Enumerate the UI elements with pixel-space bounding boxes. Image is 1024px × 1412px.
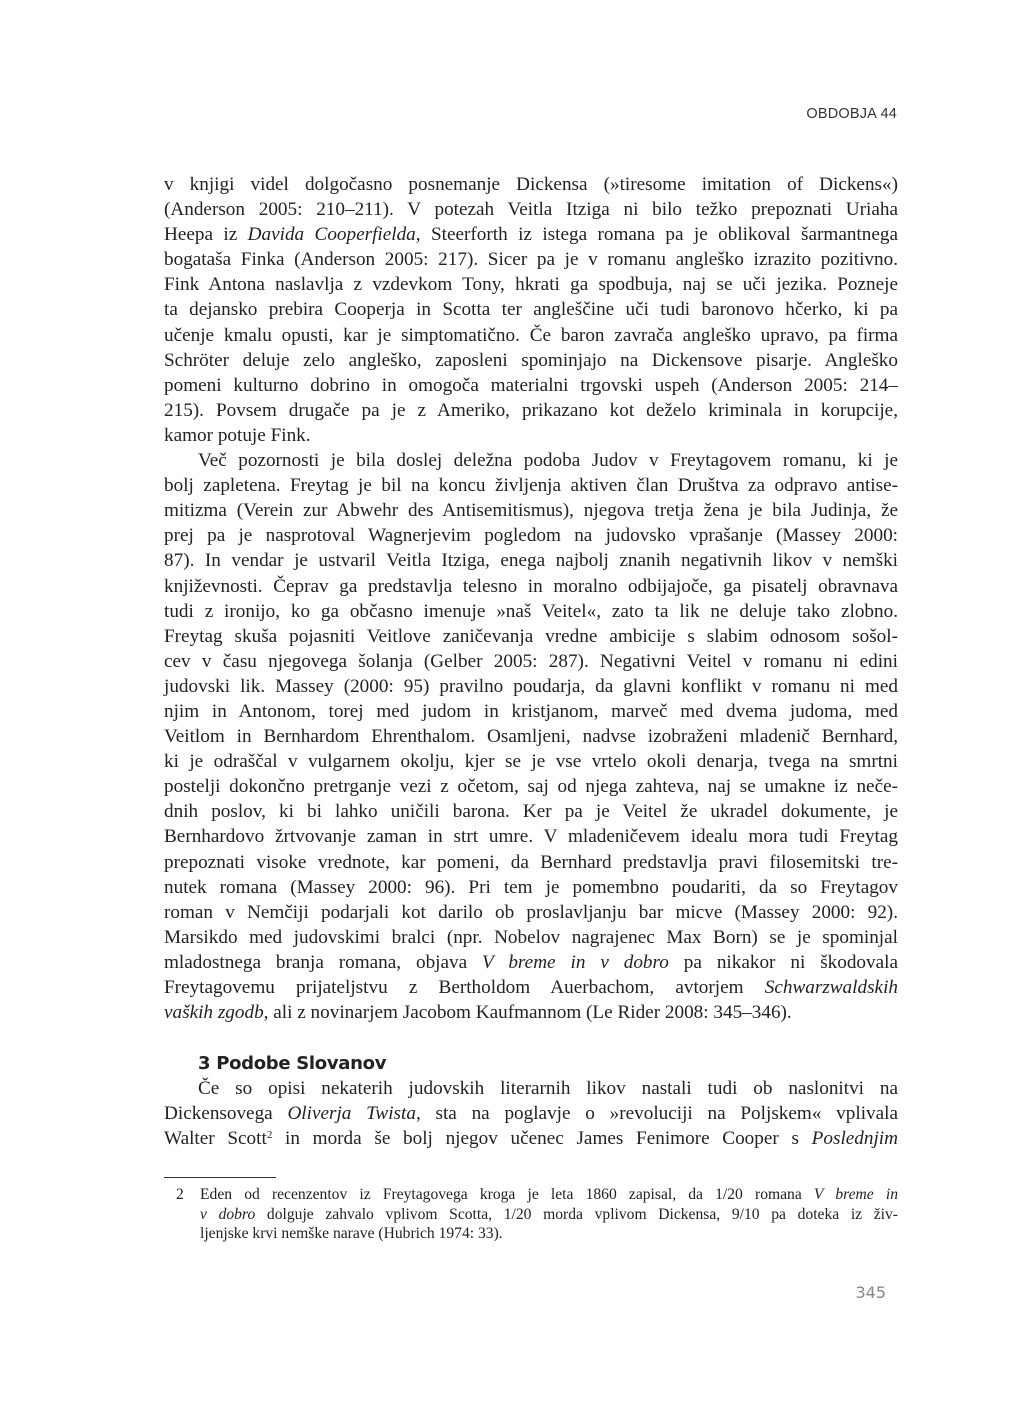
text-line: mladostnega branja romana, objava V breme in v dobro pa nikakor ni škodovala [164, 951, 898, 973]
body-text [164, 172, 898, 1151]
text-line: pomeni kulturno dobrino in omogoča materialni trgovski uspeh (Anderson 2005: 214– [164, 374, 898, 396]
footnote-separator [164, 1177, 276, 1178]
text-line: ljenjske krvi nemške narave (Hubrich 1974: 33). [200, 1225, 503, 1243]
italic-title: v dobro [200, 1205, 256, 1223]
italic-title: Oliverja Twista [287, 1103, 416, 1125]
text-line: roman v Nemčiji podarjali kot darilo ob proslavljanju bar micve (Massey 2000: 92). [164, 901, 898, 923]
text-line: Fink Antona naslavlja z vzdevkom Tony, hkrati ga spodbuja, naj se uči jezika. Pozneje [164, 274, 898, 296]
text-line: Marsikdo med judovskimi bralci (npr. Nobelov nagrajenec Max Born) se je spominjal [164, 926, 898, 948]
italic-title: vaških zgodb [164, 1002, 264, 1024]
text-line: Heepa iz Davida Cooperfielda, Steerforth iz istega romana pa je oblikoval šarmantnega [164, 224, 898, 246]
italic-title: Poslednjim [811, 1128, 898, 1150]
text-line: (Anderson 2005: 210–211). V potezah Veitla Itziga ni bilo težko prepoznati Uriaha [164, 199, 898, 221]
text-line: v knjigi videl dolgočasno posnemanje Dickensa (»tiresome imitation of Dickens«) [164, 174, 898, 195]
text-line: dnih poslov, ki bi lahko uničili barona. Ker pa je Veitel že ukradel dokumente, je [164, 801, 898, 823]
text-line: njim in Antonom, torej med judom in kristjanom, marveč med dvema judoma, med [164, 700, 898, 722]
text-line: cev v času njegovega šolanja (Gelber 2005: 287). Negativni Veitel v romanu ni edini [164, 650, 898, 672]
text-line: Če so opisi nekaterih judovskih literarnih likov nastali tudi ob naslonitvi na [198, 1078, 898, 1100]
text-line: Freytagovemu prijateljstvu z Bertholdom Auerbachom, avtorjem Schwarzwaldskih [164, 977, 898, 998]
section-heading: 3 Podobe Slovanov [198, 1053, 387, 1075]
text-line: kamor potuje Fink. [164, 424, 311, 446]
text-line: književnosti. Čeprav ga predstavlja telesno in moralno odbijajoče, ga pisatelj obravnava [164, 575, 898, 597]
text-line: Bernhardovo žrtvovanje zaman in strt umre. V mladeničevem idealu mora tudi Freytag [164, 826, 898, 848]
footnote-ref[interactable]: 2 [266, 1129, 273, 1142]
text-line: nutek romana (Massey 2000: 96). Pri tem je pomembno poudariti, da so Freytagov [164, 876, 898, 898]
text-line: 215). Povsem drugače pa je z Ameriko, prikazano kot deželo kriminala in korupcije, [164, 399, 898, 421]
text-line: mitizma (Verein zur Abwehr des Antisemitismus), njegova tretja žena je bila Judinja, že [164, 500, 898, 522]
text-line: 87). In vendar je ustvaril Veitla Itziga, enega najbolj znanih negativnih likov v nemški [164, 550, 898, 572]
text-line: prej pa je nasprotoval Wagnerjevim pogledom na judovsko vprašanje (Massey 2000: [164, 525, 898, 547]
running-head: OBDOBJA 44 [806, 106, 897, 122]
italic-title: V breme in v dobro [482, 951, 669, 973]
text-line: Več pozornosti je bila doslej deležna podoba Judov v Freytagovem romanu, ki je [198, 450, 898, 472]
text-line: Eden od recenzentov iz Freytagovega kroga je leta 1860 zapisal, da 1/20 romana V breme in [200, 1186, 898, 1203]
paragraph [164, 172, 898, 448]
italic-title: Davida Cooperfielda [247, 224, 416, 246]
text-line: ta dejansko prebira Cooperja in Scotta ter angleščine uči tudi baronovo hčerko, ki pa [164, 299, 898, 321]
text-line: postelji dokončno pretrganje vezi z očetom, saj od njega zahteva, naj se umakne iz neče- [164, 776, 898, 798]
text-line: v dobro dolguje zahvalo vplivom Scotta, 1/20 morda vplivom Dickensa, 9/10 pa doteka iz živ- [200, 1205, 898, 1223]
footnote [176, 1185, 898, 1244]
paragraph [164, 1076, 898, 1151]
page-number: 345 [855, 1283, 886, 1302]
text-line: bolj zapletena. Freytag je bil na koncu življenja aktiven član Društva za odpravo antise- [164, 475, 898, 497]
text-line: učenje kmalu opusti, kar je simptomatično. Če baron zavrača angleško upravo, pa firma [164, 324, 898, 346]
italic-title: Schwarzwaldskih [764, 977, 898, 998]
text-line: Freytag skuša pojasniti Veitlove zaničevanja vredne ambicije s slabim odnosom sošol- [164, 625, 898, 647]
text-line: tudi z ironijo, ko ga občasno imenuje »naš Veitel«, zato ta lik ne deluje tako zlobno. [164, 600, 898, 622]
text-line: vaških zgodb, ali z novinarjem Jacobom Kaufmannom (Le Rider 2008: 345–346). [164, 1002, 792, 1024]
text-line: ki je odraščal v vulgarnem okolju, kjer se je vse vrtelo okoli denarja, tvega na smrtni [164, 751, 898, 773]
text-line: bogataša Finka (Anderson 2005: 217). Sicer pa je v romanu angleško izrazito pozitivno. [164, 249, 898, 271]
text-line: Veitlom in Bernhardom Ehrenthalom. Osamljeni, nadvse izobraženi mladenič Bernhard, [164, 726, 898, 748]
text-line: judovski lik. Massey (2000: 95) pravilno poudarja, da glavni konflikt v romanu ni med [164, 675, 898, 697]
text-line: Walter Scott$^2$ in morda še bolj njegov učenec James Fenimore Cooper s Poslednjim [164, 1128, 898, 1150]
paragraph [164, 448, 898, 1025]
italic-title: V breme in [813, 1186, 898, 1203]
text-line: Schröter deluje zelo angleško, zaposleni spominjajo na Dickensove pisarje. Angleško [164, 349, 898, 371]
footnote-text [200, 1185, 898, 1244]
text-line: prepoznati visoke vrednote, kar pomeni, da Bernhard predstavlja pravi filosemitski tre- [164, 851, 898, 873]
footnote-number: 2 [176, 1186, 184, 1203]
text-line: Dickensovega Oliverja Twista, sta na poglavje o »revoluciji na Poljskem« vplivala [164, 1103, 898, 1125]
